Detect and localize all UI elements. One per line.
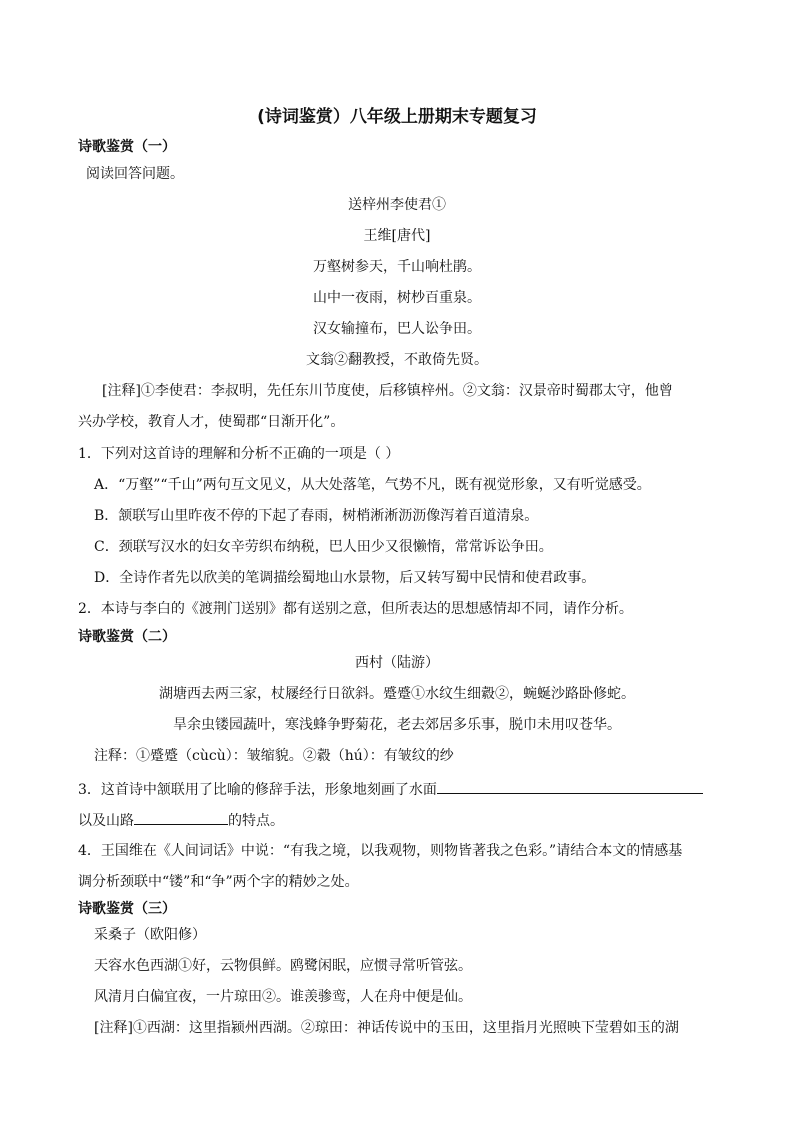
poem1-line: 文翁②翻教授，不敢倚先贤。	[306, 352, 488, 368]
question-3	[78, 778, 703, 800]
question-4: 4．王国维在《人间词话》中说：“有我之境，以我观物，则物皆著我之色彩。”请结合本文的情感基	[78, 843, 683, 859]
section1-instruction: 阅读回答问题。	[86, 166, 184, 182]
question-1-option-a: A．“万壑”“千山”两句互文见义，从大处落笔，气势不凡，既有视觉形象，又有听觉感受。	[94, 477, 651, 493]
poem1-note: [注释]①李使君：李叔明，先任东川节度使，后移镇梓州。②文翁：汉景帝时蜀郡太守，他曾	[102, 383, 673, 399]
page-title: (诗词鉴赏）八年级上册期末专题复习	[257, 107, 537, 127]
poem3-line: 天容水色西湖①好，云物俱鲜。鸥鹭闲眠，应惯寻常听管弦。	[94, 958, 472, 974]
question-3-continued	[78, 809, 284, 831]
poem1-line: 万壑树参天，千山响杜鹃。	[313, 259, 481, 275]
question-3-text: 3．这首诗中颔联用了比喻的修辞手法，形象地刻画了水面	[78, 782, 437, 798]
question-1-option-c: C．颈联写汉水的妇女辛劳织布纳税，巴人田少又很懒惰，常常诉讼争田。	[94, 539, 553, 555]
poem3-line: 风清月白偏宜夜，一片琼田②。谁羡骖鸾，人在舟中便是仙。	[94, 989, 472, 1005]
section1-heading: 诗歌鉴赏（一）	[78, 139, 176, 155]
question-1: 1．下列对这首诗的理解和分析不正确的一项是（ ）	[78, 446, 400, 462]
section3-heading: 诗歌鉴赏（三）	[78, 901, 176, 917]
poem2-title: 西村（陆游）	[355, 655, 439, 671]
answer-blank-road[interactable]	[134, 809, 228, 825]
poem1-line: 山中一夜雨，树杪百重泉。	[313, 290, 481, 306]
question-3-text: 以及山路	[78, 813, 134, 829]
poem1-line: 汉女输撞布，巴人讼争田。	[313, 321, 481, 337]
poem2-line: 旱余虫镂园蔬叶，寒浅蜂争野菊花，老去郊居多乐事，脱巾未用叹苍华。	[173, 717, 621, 733]
question-1-option-d: D．全诗作者先以欣美的笔调描绘蜀地山水景物，后又转写蜀中民情和使君政事。	[94, 570, 596, 586]
question-1-option-b: B．颔联写山里昨夜不停的下起了春雨，树梢淅淅沥沥像泻着百道清泉。	[94, 508, 539, 524]
poem3-note: [注释]①西湖：这里指颍州西湖。②琼田：神话传说中的玉田，这里指月光照映下莹碧如玉的湖	[94, 1020, 679, 1036]
section2-heading: 诗歌鉴赏（二）	[78, 629, 176, 645]
question-3-text: 的特点。	[228, 813, 284, 829]
poem3-title: 采桑子（欧阳修）	[94, 927, 206, 943]
poem2-line: 湖塘西去两三家，杖屦经行日欲斜。蹙蹙①水纹生细縠②，蜿蜒沙路卧修蛇。	[159, 686, 635, 702]
poem2-note: 注释：①蹙蹙（cùcù）：皱缩貌。②縠（hú）：有皱纹的纱	[94, 748, 454, 764]
answer-blank-water[interactable]	[437, 778, 703, 794]
poem1-author: 王维[唐代]	[363, 228, 431, 244]
poem1-title: 送梓州李使君①	[348, 197, 446, 213]
question-2: 2．本诗与李白的《渡荆门送别》都有送别之意，但所表达的思想感情却不同，请作分析。	[78, 601, 633, 617]
poem1-note-continued: 兴办学校，教育人才，使蜀郡“日渐开化”。	[78, 414, 345, 430]
question-4-continued: 调分析颈联中“镂”和“争”两个字的精妙之处。	[78, 874, 359, 890]
